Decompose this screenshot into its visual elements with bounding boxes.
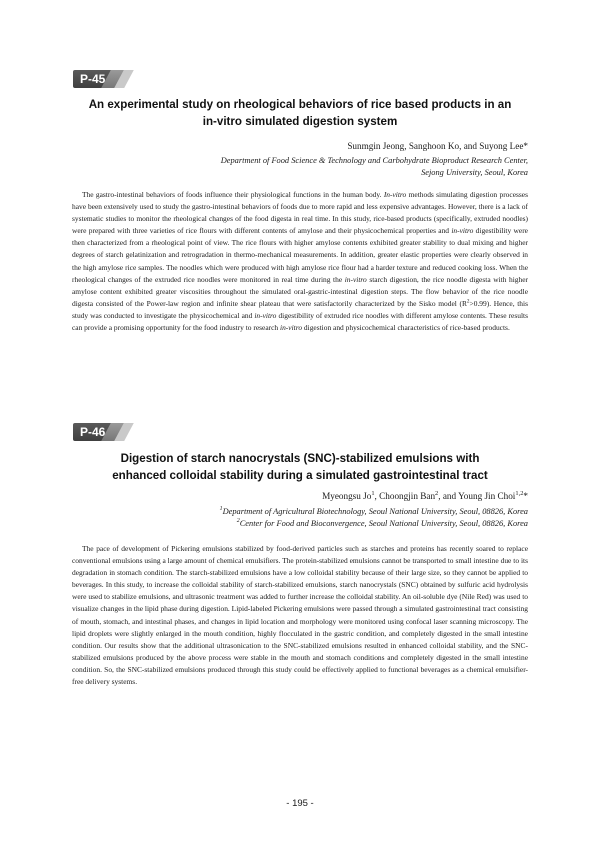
affiliation-marker: 2 bbox=[236, 517, 240, 524]
text-run: * bbox=[523, 491, 528, 501]
affiliation-marker: 1 bbox=[219, 506, 223, 513]
affiliation-p46 bbox=[88, 506, 528, 529]
affiliation-line: Department of Food Science & Technology and Carbohydrate Bioproduct Research Center, bbox=[220, 156, 528, 165]
text-run: digestibility of extruded rice noodles with different amylose contents. These results can provide a promising opportunity for the food industry to research bbox=[72, 310, 529, 333]
text-run: methods simulating digestion processes have been extensively used to study the gastro-intestinal behaviors of foods due to more rapid and less expensive advantages. However, there is a lack of systematic studies to monitor the rheological changes of the food digesta in real time. In this study, rice-based products (specifically, extruded noodles) were prepared with three varieties of rice flours with different contents of amylose and their physicochemical properties and bbox=[72, 190, 528, 236]
title-line: in-vitro simulated digestion system bbox=[202, 115, 398, 128]
authors-p45: Sunmgin Jeong, Sanghoon Ko, and Suyong Lee* bbox=[347, 141, 528, 151]
abstract-badge-p45 bbox=[73, 70, 533, 88]
italic-term: in-vitro bbox=[280, 323, 303, 333]
italic-term: in-vitro bbox=[254, 310, 277, 320]
text-run: , and Young Jin Choi bbox=[438, 491, 516, 501]
affiliation-line: Sejong University, Seoul, Korea bbox=[421, 167, 528, 177]
abstract-body-p46 bbox=[72, 543, 528, 688]
superscript: 2 bbox=[435, 489, 439, 497]
superscript: 1,2 bbox=[515, 489, 524, 497]
title-line: enhanced colloidal stability during a simulated gastrointestinal tract bbox=[112, 469, 488, 482]
text-run: The gastro-intestinal behaviors of foods influence their physiological functions in the human body. bbox=[82, 190, 384, 199]
text-run: >0.99). Hence, this study was conducted to investigate the physicochemical and bbox=[72, 298, 528, 320]
title-line: Digestion of starch nanocrystals (SNC)-stabilized emulsions with bbox=[120, 452, 480, 465]
abstract-title-p46 bbox=[70, 450, 530, 484]
text-run: digestion and physicochemical characteristics of rice-based products. bbox=[302, 323, 510, 333]
affiliation-line bbox=[88, 518, 528, 530]
affiliation-p45 bbox=[88, 155, 528, 178]
title-line: An experimental study on rheological behaviors of rice based products in an bbox=[88, 98, 512, 111]
affiliation-text: Department of Agricultural Biotechnology, Seoul National University, Seoul, 08826, Korea bbox=[222, 507, 528, 516]
text-run: , Choongjin Ban bbox=[374, 491, 436, 501]
affiliation-line bbox=[88, 506, 528, 518]
italic-term: in-vitro bbox=[451, 226, 474, 236]
abstract-body-p45 bbox=[72, 189, 528, 334]
italic-term: In-vitro bbox=[383, 190, 407, 199]
superscript: 2 bbox=[466, 298, 470, 305]
superscript: 1 bbox=[371, 489, 375, 497]
affiliation-text: Center for Food and Bioconvergence, Seoul National University, Seoul, 08826, Korea bbox=[239, 518, 528, 528]
text-run: starch digestion, the rice noodle digesta with higher amylose content exhibited greater viscosities throughout the simulated oral-gastric-intestinal digestion steps. The flow behavior of the rice noodle digesta consisted of the Power-law region and infinite shear plateau that were satisfactorily characterized by the Sisko model (R bbox=[72, 274, 528, 308]
text-run: digestibility were then characterized from a rheological point of view. The rice flours with higher amylose contents exhibited greater stability to dual mixing and higher degrees of starch gelatinization and retrogradation in thermo-mechanical measurements. In addition, greater elastic properties were clearly observed in the high amylose rice samples. The noodles which were produced with high amylose rice flour had a harder texture and reduced cooking loss. When the rheological changes of the extruded rice noodles were monitored in real time during the bbox=[72, 226, 528, 284]
page-number: - 195 - bbox=[286, 798, 314, 809]
abstract-badge-p46 bbox=[73, 423, 533, 441]
abstract-title-p45 bbox=[70, 96, 530, 130]
text-run: The pace of development of Pickering emulsions stabilized by food-derived particles such as starches and proteins has recently soared to replace conventional emulsions using a large amount of chemical emulsifiers. The protein-stabilized emulsions cannot be transported to small intestine due to its degradation in stomach condition. The starch-stabilized emulsions have a low colloidal stability because of their large size, so they cannot be applied to beverages. In this study, to increase the colloidal stability of starch-stabilized emulsions, starch nanocrystals (SNC) obtained by sulfuric acid hydrolysis were used to stabilize emulsions, and ultrasonic treatment was added to further increase the colloidal stability. An oil-soluble dye (Nile Red) was used to visualize changes in the lipid phase during digestion. Lipid-labeled Pickering emulsions were passed through a simulated gastrointestinal tract consisting of mouth, stomach, and intestinal phases, and changes in lipid location and morphology were monitored using confocal laser scanning microscopy. The lipid droplets were slightly enlarged in the mouth condition, highly flocculated in the gastric condition, and completely digested in the small intestine condition. Our results show that the additional ultrasonication to the SNC-stabilized emulsions resulted in enhanced colloidal stability, and the SNC-stabilized emulsions produced by the above process were stable in the mouth and stomach conditions and completely digested in the small intestine condition. So, the SNC-stabilized emulsions produced through this study could be effectively applied to functional beverages as a chemical emulsifier-free delivery systems. bbox=[72, 544, 528, 687]
abstract-id-label: P-45 bbox=[73, 70, 115, 88]
abstract-id-label: P-46 bbox=[73, 423, 115, 441]
authors-p46 bbox=[88, 490, 528, 502]
text-run: Myeongsu Jo bbox=[322, 491, 372, 501]
italic-term: in-vitro bbox=[344, 274, 367, 284]
